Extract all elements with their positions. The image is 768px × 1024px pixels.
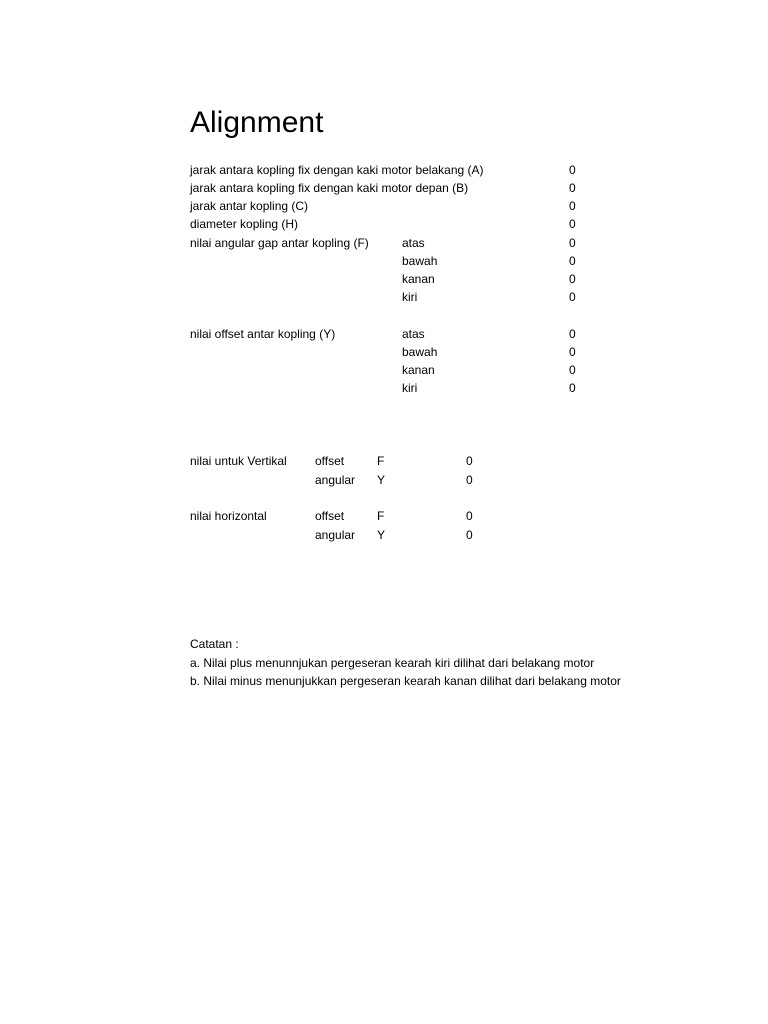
offset-position: kiri xyxy=(402,381,418,395)
measurement-value-b: 0 xyxy=(569,181,576,195)
vertical-value: 0 xyxy=(466,454,473,468)
offset-position: kanan xyxy=(402,363,435,377)
angular-gap-position: kanan xyxy=(402,272,435,286)
page-title: Alignment xyxy=(190,106,324,139)
offset-value: 0 xyxy=(569,363,576,377)
vertical-type: angular xyxy=(315,473,356,487)
notes-heading: Catatan : xyxy=(190,637,239,651)
measurement-value-a: 0 xyxy=(569,163,576,177)
offset-value: 0 xyxy=(569,345,576,359)
angular-gap-label: nilai angular gap antar kopling (F) xyxy=(190,236,369,250)
vertical-symbol: F xyxy=(377,454,385,468)
angular-gap-value: 0 xyxy=(569,236,576,250)
angular-gap-position: bawah xyxy=(402,254,438,268)
measurement-label-b: jarak antara kopling fix dengan kaki motor depan (B) xyxy=(190,181,469,195)
angular-gap-position: kiri xyxy=(402,290,418,304)
measurement-value-c: 0 xyxy=(569,199,576,213)
vertical-symbol: Y xyxy=(377,473,386,487)
angular-gap-position: atas xyxy=(402,236,425,250)
horizontal-type: offset xyxy=(315,509,345,523)
measurement-label-c: jarak antar kopling (C) xyxy=(190,199,309,213)
horizontal-symbol: Y xyxy=(377,528,386,542)
offset-position: bawah xyxy=(402,345,438,359)
horizontal-symbol: F xyxy=(377,509,385,523)
horizontal-value: 0 xyxy=(466,509,473,523)
measurement-label-a: jarak antara kopling fix dengan kaki motor belakang (A) xyxy=(190,163,484,177)
vertical-label: nilai untuk Vertikal xyxy=(190,454,287,468)
horizontal-value: 0 xyxy=(466,528,473,542)
horizontal-type: angular xyxy=(315,528,356,542)
note-item: a. Nilai plus menunnjukan pergeseran kearah kiri dilihat dari belakang motor xyxy=(190,656,595,670)
offset-position: atas xyxy=(402,327,425,341)
horizontal-label: nilai horizontal xyxy=(190,509,267,523)
offset-label: nilai offset antar kopling (Y) xyxy=(190,327,336,341)
note-item: b. Nilai minus menunjukkan pergeseran kearah kanan dilihat dari belakang motor xyxy=(190,674,621,688)
vertical-value: 0 xyxy=(466,473,473,487)
offset-value: 0 xyxy=(569,381,576,395)
measurement-value-h: 0 xyxy=(569,217,576,231)
angular-gap-value: 0 xyxy=(569,272,576,286)
offset-value: 0 xyxy=(569,327,576,341)
vertical-type: offset xyxy=(315,454,345,468)
measurement-label-h: diameter kopling (H) xyxy=(190,217,299,231)
angular-gap-value: 0 xyxy=(569,290,576,304)
angular-gap-value: 0 xyxy=(569,254,576,268)
